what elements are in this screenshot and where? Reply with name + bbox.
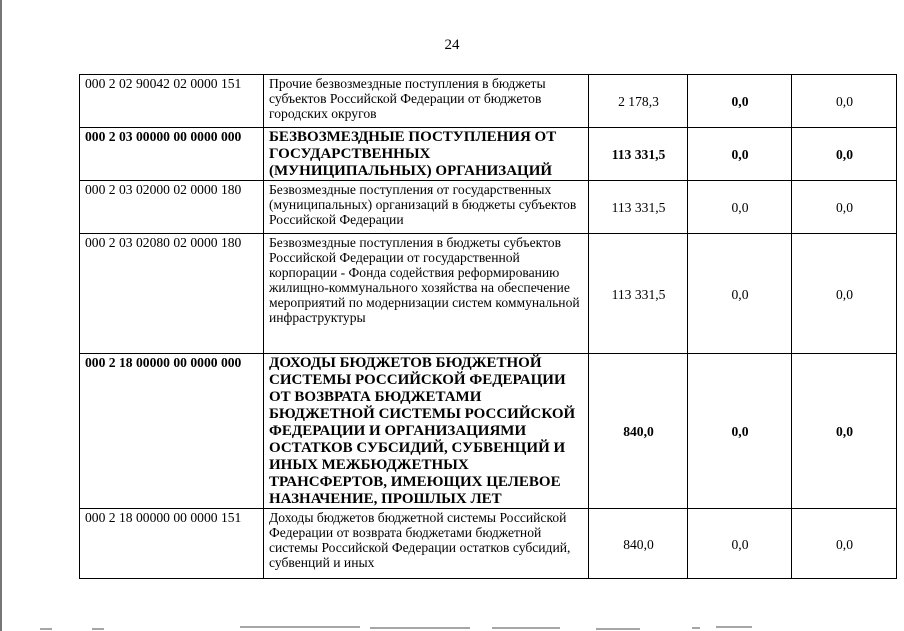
budget-code-cell: 000 2 03 00000 00 0000 000 [80, 128, 264, 181]
table-row [80, 128, 897, 181]
budget-table [79, 74, 897, 579]
amount-cell: 840,0 [589, 509, 688, 579]
description-cell: ДОХОДЫ БЮДЖЕТОВ БЮДЖЕТНОЙ СИСТЕМЫ РОССИЙСКОЙ ФЕДЕРАЦИИ ОТ ВОЗВРАТА БЮДЖЕТАМИ БЮДЖЕТНОЙ СИСТЕМЫ РОССИЙСКОЙ ФЕДЕРАЦИИ И ОРГАНИЗАЦИЯМИ ОСТАТКОВ СУБСИДИЙ, СУБВЕНЦИЙ И ИНЫХ МЕЖБЮДЖЕТНЫХ ТРАНСФЕРТОВ, ИМЕЮЩИХ ЦЕЛЕВОЕ НАЗНАЧЕНИЕ, ПРОШЛЫХ ЛЕТ [264, 354, 589, 509]
description-cell: Прочие безвозмездные поступления в бюджеты субъектов Российской Федерации от бюджетов городских округов [264, 75, 589, 128]
amount-cell: 2 178,3 [589, 75, 688, 128]
amount-cell: 0,0 [792, 509, 897, 579]
amount-cell: 0,0 [688, 181, 792, 234]
budget-code-cell: 000 2 18 00000 00 0000 000 [80, 354, 264, 509]
description-cell: Доходы бюджетов бюджетной системы Российской Федерации от возврата бюджетами бюджетной системы Российской Федерации остатков субсидий, субвенций и иных [264, 509, 589, 579]
amount-cell: 0,0 [792, 75, 897, 128]
budget-code-cell: 000 2 02 90042 02 0000 151 [80, 75, 264, 128]
amount-cell: 840,0 [589, 354, 688, 509]
table-row [80, 354, 897, 509]
table-row [80, 75, 897, 128]
page-edge [0, 0, 2, 631]
budget-code-cell: 000 2 18 00000 00 0000 151 [80, 509, 264, 579]
amount-cell: 0,0 [688, 128, 792, 181]
table-row [80, 509, 897, 579]
budget-code-cell: 000 2 03 02080 02 0000 180 [80, 234, 264, 354]
description-cell: Безвозмездные поступления в бюджеты субъектов Российской Федерации от государственной корпорации - Фонда содействия реформированию жилищно-коммунального хозяйства на обеспечение мероприятий по модернизации систем коммунальной инфраструктуры [264, 234, 589, 354]
amount-cell: 0,0 [792, 181, 897, 234]
amount-cell: 0,0 [688, 354, 792, 509]
amount-cell: 0,0 [792, 128, 897, 181]
scan-edge-marks [0, 624, 904, 631]
amount-cell: 0,0 [688, 234, 792, 354]
amount-cell: 0,0 [688, 75, 792, 128]
amount-cell: 0,0 [688, 509, 792, 579]
amount-cell: 113 331,5 [589, 181, 688, 234]
description-cell: Безвозмездные поступления от государственных (муниципальных) организаций в бюджеты субъектов Российской Федерации [264, 181, 589, 234]
table-row [80, 234, 897, 354]
table-row [80, 181, 897, 234]
amount-cell: 0,0 [792, 354, 897, 509]
amount-cell: 0,0 [792, 234, 897, 354]
amount-cell: 113 331,5 [589, 234, 688, 354]
page-number: 24 [444, 37, 460, 53]
budget-code-cell: 000 2 03 02000 02 0000 180 [80, 181, 264, 234]
description-cell: БЕЗВОЗМЕЗДНЫЕ ПОСТУПЛЕНИЯ ОТ ГОСУДАРСТВЕННЫХ (МУНИЦИПАЛЬНЫХ) ОРГАНИЗАЦИЙ [264, 128, 589, 181]
amount-cell: 113 331,5 [589, 128, 688, 181]
